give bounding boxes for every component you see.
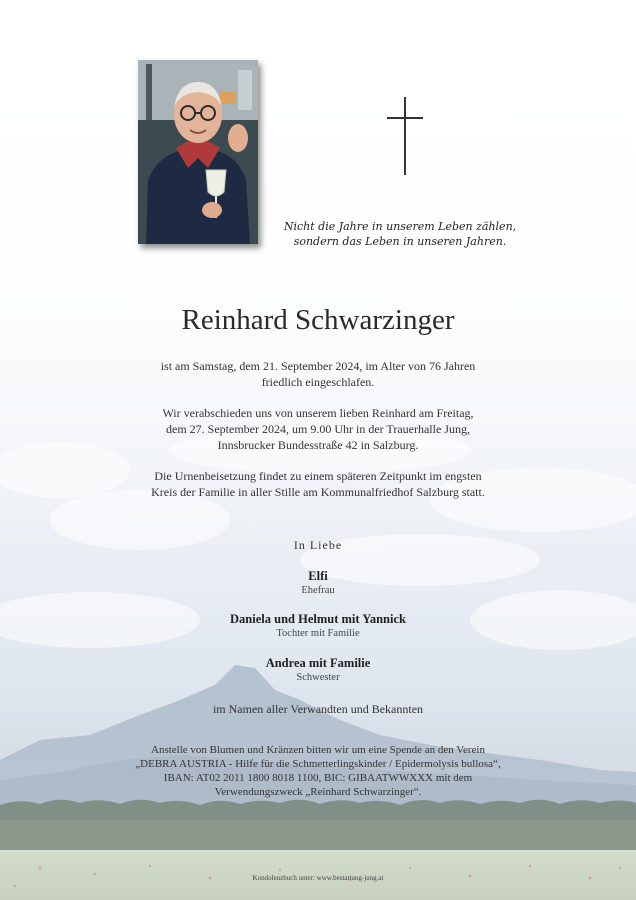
farewell-line-1: Wir verabschieden uns von unserem lieben Reinhard am Freitag, bbox=[162, 406, 474, 420]
donation-line-2: „DEBRA AUSTRIA - Hilfe für die Schmetterlingskinder / Epidermolysis bullosa“, bbox=[135, 758, 501, 770]
quote-line-2: sondern das Leben in unseren Jahren. bbox=[293, 235, 507, 248]
condolence-book-link[interactable]: Kondolenzbuch unter: www.bestattung-jung.at bbox=[252, 874, 384, 882]
announcement-line-2: friedlich eingeschlafen. bbox=[261, 375, 375, 389]
announcement-line-1: ist am Samstag, dem 21. September 2024, im Alter von 76 Jahren bbox=[160, 359, 476, 373]
mourner-name: Daniela und Helmut mit Yannick bbox=[230, 612, 406, 626]
relatives-line: im Namen aller Verwandten und Bekannten bbox=[212, 702, 424, 716]
mourner-role: Tochter mit Familie bbox=[276, 628, 360, 639]
death-announcement bbox=[118, 358, 518, 390]
portrait-photo bbox=[138, 60, 258, 244]
farewell-line-3: Innsbrucker Bundesstraße 42 in Salzburg. bbox=[217, 438, 419, 452]
mourner-name: Andrea mit Familie bbox=[265, 656, 371, 670]
farewell-line-2: dem 27. September 2024, um 9.00 Uhr in der Trauerhalle Jung, bbox=[166, 422, 470, 436]
mourner-name: Elfi bbox=[308, 569, 328, 583]
quote-line-1: Nicht die Jahre in unserem Leben zählen, bbox=[283, 220, 517, 233]
mourner-role: Ehefrau bbox=[301, 585, 335, 596]
donation-request bbox=[0, 743, 636, 799]
donation-line-1: Anstelle von Blumen und Kränzen bitten wir um eine Spende an den Verein bbox=[151, 744, 485, 756]
urn-line-1: Die Urnenbeisetzung findet zu einem späteren Zeitpunkt im engsten bbox=[154, 469, 482, 483]
farewell-details bbox=[118, 405, 518, 453]
deceased-name: Reinhard Schwarzinger bbox=[181, 304, 455, 336]
urn-line-2: Kreis der Familie in aller Stille am Kommunalfriedhof Salzburg statt. bbox=[151, 485, 485, 499]
forest-band bbox=[0, 800, 636, 852]
urn-burial-notice bbox=[118, 468, 518, 500]
cross-icon bbox=[387, 97, 423, 175]
memorial-quote bbox=[280, 219, 520, 249]
donation-line-3: IBAN: AT02 2011 1800 8018 1100, BIC: GIBAATWWXXX mit dem bbox=[163, 772, 473, 784]
donation-line-4: Verwendungszweck „Reinhard Schwarzinger“. bbox=[214, 786, 422, 798]
in-love-heading: In Liebe bbox=[293, 538, 343, 552]
mourner-role: Schwester bbox=[296, 672, 340, 683]
